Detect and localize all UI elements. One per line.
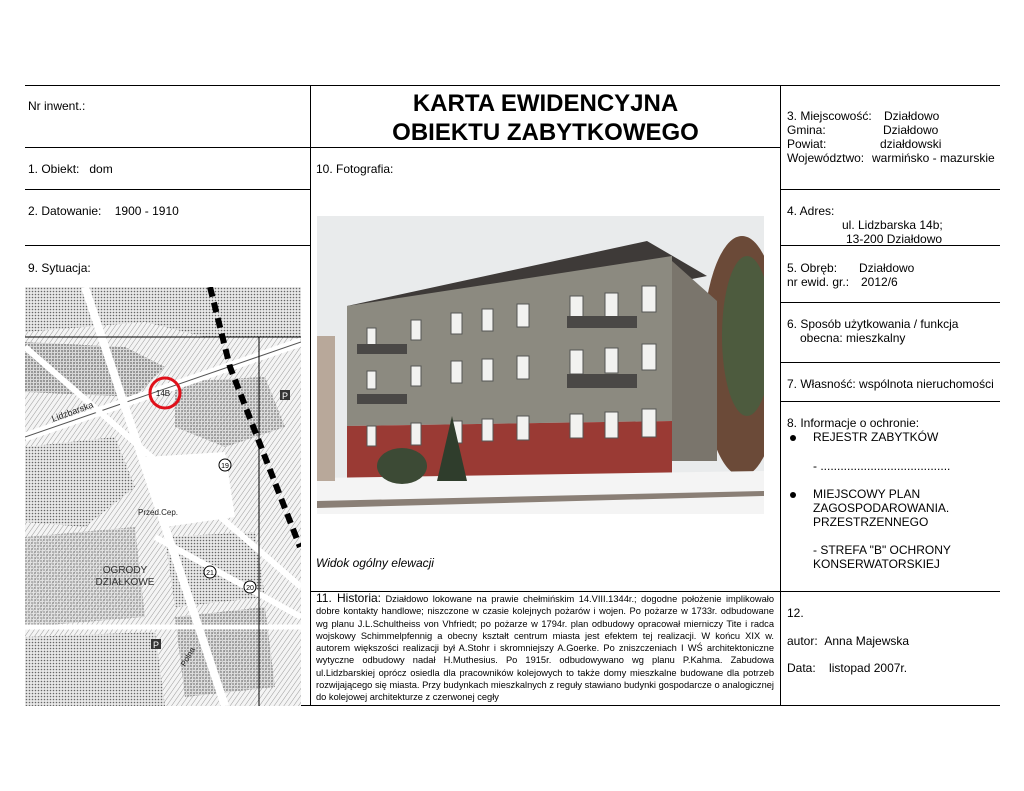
photo-label: 10. Fotografia:	[316, 162, 394, 176]
powiat-label: Powiat:	[787, 137, 827, 151]
row-divider	[780, 189, 1000, 190]
photo-caption: Widok ogólny elewacji	[316, 556, 434, 570]
date-value: listopad 2007r.	[829, 661, 908, 675]
obreb-value: Działdowo	[859, 261, 915, 275]
protection-item2-detail1: - STREFA "B" OCHRONY	[813, 543, 951, 557]
object-label: 1. Obiekt:	[28, 162, 80, 176]
address-label: 4. Adres:	[787, 204, 835, 218]
inventory-label: Nr inwent.:	[28, 99, 86, 113]
protection-item1: REJESTR ZABYTKÓW	[813, 430, 939, 444]
map-number: 21	[206, 570, 214, 577]
map-place-label: Przed.Cep.	[138, 508, 179, 517]
usage-current: obecna: mieszkalny	[800, 331, 906, 345]
map-marker-label: 14B	[155, 389, 171, 398]
column-divider-right	[780, 85, 781, 705]
ewid-value: 2012/6	[861, 275, 898, 289]
protection-item2-line1: MIEJSCOWY PLAN	[813, 487, 921, 501]
date-field	[787, 661, 907, 675]
address-line1: ul. Lidzbarska 14b;	[842, 218, 943, 232]
miejscowosc-label: 3. Miejscowość:	[787, 109, 872, 123]
row-divider	[780, 302, 1000, 303]
column-divider-left	[310, 85, 311, 705]
row-divider	[25, 189, 310, 190]
row-divider	[25, 245, 310, 246]
situation-label: 9. Sytuacja:	[28, 261, 91, 275]
map-pin: P	[281, 391, 289, 401]
table-border-top	[25, 85, 1000, 86]
authorship-label: 12.	[787, 606, 804, 620]
building-photo	[317, 216, 764, 514]
gmina-value: Działdowo	[883, 123, 939, 137]
locality-block	[787, 109, 995, 165]
history-text: Działdowo lokowane na prawie chełmińskim 14.VIII.1344r.; dogodne położenie implikowało dobre kontakty handlowe; niszczone w czasie kolejnych pożarów i wojen. Po pożarze w 1733r. odbudowane wg planu J.L.Schultheiss von Vhfriedt; po pożarze w 1794r. plan odbudowy opracował mierniczy Tite i radca wojskowy Schimmelpfennig a obecny kształt centrum miasta jest efektem tej realizacji. W końcu XIX w. autorem większości realizacji był A.Stohr i skromniejszy A.Goerke. Po zniszczeniach I WŚ architektoniczne wytyczne odbudowy nadał H.Muthesius. Po 1915r. odbudowywano wg planu P.Kahma. Zabudowa ul.Lidzbarskiej oprócz osiedla dla pracowników kolejowych to także domy mieszkalne budowane dla potrzeb rozwijającego się miasta. Przy budynkach mieszkalnych z reguły stawiano budynki gospodarcze o analogicznej do kolejowej architekturze z czerwonej cegły	[316, 594, 774, 703]
bullet-icon	[790, 435, 796, 441]
map-pin: P	[152, 640, 160, 650]
map-number: 19	[221, 463, 229, 470]
author-value: Anna Majewska	[824, 634, 910, 648]
situation-map	[25, 287, 301, 706]
wojewodztwo-value: warmińsko - mazurskie	[872, 151, 995, 165]
history-label: 11. Historia:	[316, 591, 381, 605]
ownership-label: 7. Własność: wspólnota nieruchomości	[787, 377, 994, 391]
object-field	[28, 162, 113, 176]
protection-item2-detail2: KONSERWATORSKIEJ	[813, 557, 940, 571]
address-line2: 13-200 Działdowo	[846, 232, 943, 246]
miejscowosc-value: Działdowo	[884, 109, 940, 123]
dating-value: 1900 - 1910	[114, 204, 179, 218]
bullet-icon	[790, 492, 796, 498]
gmina-label: Gmina:	[787, 123, 826, 137]
wojewodztwo-label: Województwo:	[787, 151, 865, 165]
ewid-label: nr ewid. gr.:	[787, 275, 850, 289]
dating-field	[28, 204, 179, 218]
obreb-label: 5. Obręb:	[787, 261, 838, 275]
map-district-label-2: DZIAŁKOWE	[95, 577, 155, 588]
history-section	[316, 592, 774, 704]
precinct-block	[787, 261, 914, 289]
author-field	[787, 634, 909, 648]
dating-label: 2. Datowanie:	[28, 204, 102, 218]
protection-item2-line3: PRZESTRZENNEGO	[813, 515, 929, 529]
powiat-value: działdowski	[880, 137, 942, 151]
author-label: autor:	[787, 634, 818, 648]
protection-item2-line2: ZAGOSPODAROWANIA.	[813, 501, 950, 515]
row-divider	[780, 401, 1000, 402]
row-divider	[25, 147, 310, 148]
map-road-label-2: Polna	[178, 645, 197, 668]
object-value: dom	[89, 162, 113, 176]
map-district-label-1: OGRODY	[102, 565, 148, 576]
protection-label: 8. Informacje o ochronie:	[787, 416, 920, 430]
map-road-label: Lidzbarska	[50, 399, 95, 424]
map-number: 20	[246, 585, 254, 592]
document-title-line2: OBIEKTU ZABYTKOWEGO	[392, 119, 699, 146]
document-title-line1: KARTA EWIDENCYJNA	[412, 90, 679, 117]
usage-label: 6. Sposób użytkowania / funkcja	[787, 317, 959, 331]
row-divider	[780, 362, 1000, 363]
date-label: Data:	[787, 661, 816, 675]
protection-item1-detail: - .......................................	[813, 459, 951, 473]
